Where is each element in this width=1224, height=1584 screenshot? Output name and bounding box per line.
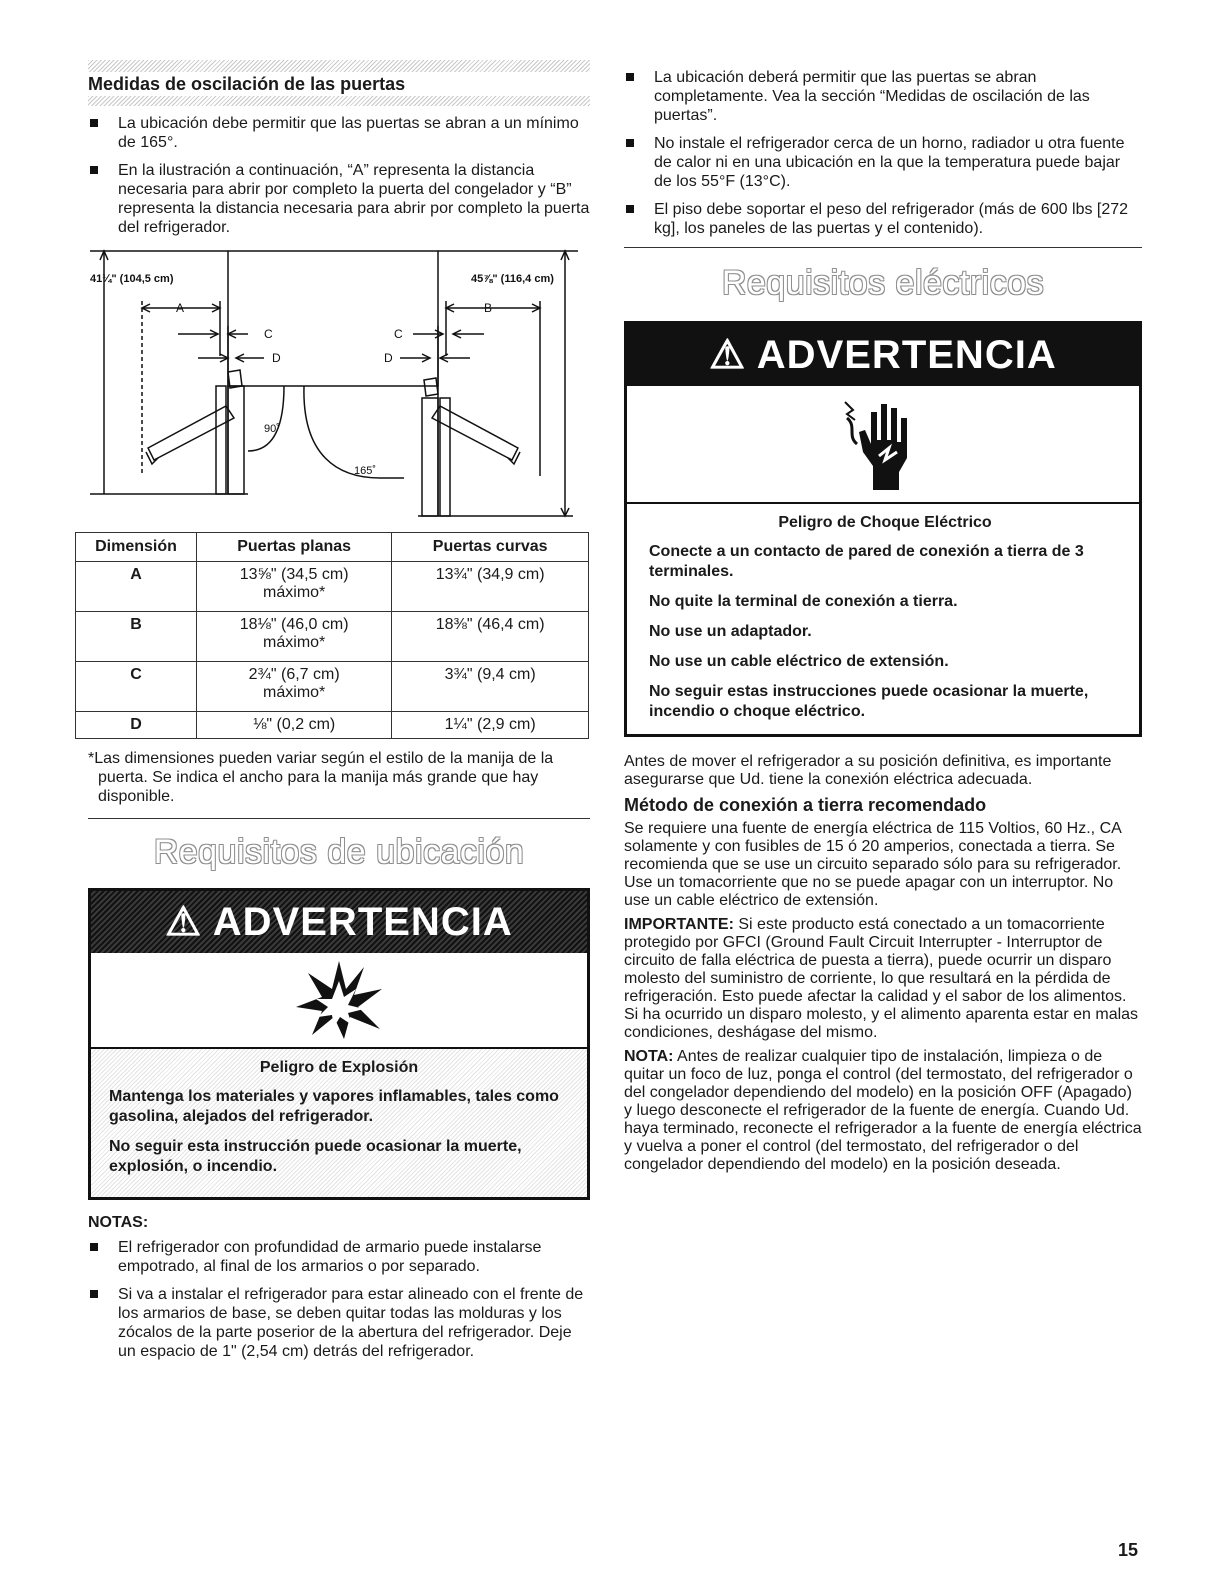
grounding-method-title: Método de conexión a tierra recomendado: [624, 795, 987, 815]
important-text: Si este producto está conectado a un tomacorriente protegido por GFCI (Ground Fault Circuit Interrupter - Interruptor de circuito de falla eléctrica de puesta a tierra), puede ocurrir un disparo molesto del suministro de corriente, lo que resultará en la pérdida de refrigeración. Esto puede afectar la calidad y el sabor de los alimentos. Si ha ocurrido un disparo molesto, y el alimento aparenta estar en malas condiciones, deshágase del mismo.: [624, 916, 1139, 1041]
page-number: 15: [1118, 1540, 1139, 1560]
notes-label: NOTAS:: [88, 1214, 149, 1231]
table-row: [76, 662, 589, 712]
flat-note: máximo*: [263, 584, 326, 601]
door-swing-diagram: [88, 246, 590, 526]
cell-dim: A: [76, 562, 197, 612]
location-title: Requisitos de ubicación: [153, 833, 525, 871]
warning-line: No seguir esta instrucción puede ocasionar la muerte, explosión, o incendio.: [109, 1138, 522, 1175]
label-a: A: [176, 301, 185, 315]
flat-note: máximo*: [263, 634, 326, 651]
explosion-warning: [88, 888, 590, 1200]
warning-body: [91, 1047, 587, 1197]
list-item: Si va a instalar el refrigerador para estar alineado con el frente de los armarios de base, se deben quitar todas las molduras y los zócalos de la parte poserior de la abertura del refrigerador. Deje un espacio de 1" (2,54 cm) detrás del refrigerador.: [88, 1285, 590, 1361]
warning-body: [627, 502, 1139, 734]
list-item: La ubicación deberá permitir que las puertas se abran completamente. Vea la sección “Medidas de oscilación de las puertas”.: [624, 68, 1142, 125]
electric-shock-icon: [843, 396, 923, 492]
cell-curved: 13¾" (34,9 cm): [392, 562, 589, 612]
cell-curved: 1¼" (2,9 cm): [392, 712, 589, 739]
table-row: [76, 612, 589, 662]
angle-165-label: 165˚: [354, 465, 377, 477]
footnote-line: *Las dimensiones pueden variar según el estilo de la manija de la: [88, 750, 554, 767]
warning-line: Mantenga los materiales y vapores inflamables, tales como gasolina, alejados del refrigerador.: [109, 1088, 559, 1125]
warning-header-text: ADVERTENCIA: [756, 333, 1057, 377]
electrical-title: Requisitos eléctricos: [721, 264, 1045, 302]
dimension-table: [75, 532, 589, 739]
swing-title: Medidas de oscilación de las puertas: [88, 74, 406, 94]
header-curved: Puertas curvas: [392, 533, 589, 562]
divider: [624, 247, 1142, 248]
label-b: B: [484, 301, 493, 315]
table-header-row: [76, 533, 589, 562]
footnote-line: disponible.: [98, 788, 175, 805]
cell-dim: C: [76, 662, 197, 712]
warning-icon-area: [91, 953, 587, 1047]
nota-text: Antes de realizar cualquier tipo de instalación, limpieza o de quitar un foco de luz, ponga el control (del termostato, del refrigerador o del congelador dependiendo del modelo) en la posición OFF (Apagado) y luego desconecte el refrigerador de la fuente de energía. Cuando Ud. haya terminado, reconecte el refrigerador a la fuente de energía eléctrica y vuelva a poner el control (del termostato, del refrigerador o del congelador dependiendo del modelo) en la posición deseada.: [624, 1048, 1142, 1173]
section-top-rule: [88, 60, 590, 72]
cell-flat: [197, 662, 392, 712]
right-width-label: 45⅞" (116,4 cm): [471, 273, 554, 285]
warning-line: No seguir estas instrucciones puede ocasionar la muerte, incendio o choque eléctrico.: [649, 683, 1089, 720]
list-item: El piso debe soportar el peso del refrigerador (más de 600 lbs [272 kg], los paneles de las puertas y el contenido).: [624, 200, 1142, 238]
table-footnote: [88, 749, 590, 806]
list-item: La ubicación debe permitir que las puertas se abran a un mínimo de 165°.: [88, 114, 590, 152]
warning-header: [91, 891, 587, 953]
left-column: [88, 60, 590, 1370]
warning-header-text: ADVERTENCIA: [212, 900, 513, 944]
left-width-label: 41¼" (104,5 cm): [90, 273, 174, 285]
cell-dim: B: [76, 612, 197, 662]
angle-90-label: 90˚: [264, 423, 280, 435]
cell-flat: [197, 562, 392, 612]
explosion-icon: [294, 959, 384, 1041]
label-c-left: C: [264, 327, 273, 341]
cell-curved: 18⅜" (46,4 cm): [392, 612, 589, 662]
important-label: IMPORTANTE:: [624, 916, 734, 933]
flat-value: 13⅝" (34,5 cm): [239, 566, 349, 583]
warning-line: Conecte a un contacto de pared de conexión a tierra de 3 terminales.: [649, 543, 1084, 580]
label-c-right: C: [394, 327, 403, 341]
cell-flat: ⅛" (0,2 cm): [197, 712, 392, 739]
list-item: El refrigerador con profundidad de armario puede instalarse empotrado, al final de los armarios o por separado.: [88, 1238, 590, 1276]
nota-label: NOTA:: [624, 1048, 674, 1065]
cell-dim: D: [76, 712, 197, 739]
footnote-line: puerta. Se indica el ancho para la manija más grande que hay: [98, 769, 539, 786]
table-row: [76, 712, 589, 739]
warning-triangle-icon: ⚠: [709, 333, 747, 377]
divider: [88, 818, 590, 819]
header-flat: Puertas planas: [197, 533, 392, 562]
cell-curved: 3¾" (9,4 cm): [392, 662, 589, 712]
warning-line: No quite la terminal de conexión a tierra.: [649, 593, 958, 610]
notes-list: [88, 1238, 590, 1361]
warning-line: No use un adaptador.: [649, 623, 812, 640]
electrical-intro: Antes de mover el refrigerador a su posición definitiva, es importante asegurarse que Ud. tiene la conexión eléctrica adecuada.: [624, 753, 1112, 788]
list-item: No instale el refrigerador cerca de un horno, radiador u otra fuente de calor ni en una ubicación en la que la temperatura puede bajar de los 55°F (13°C).: [624, 134, 1142, 191]
header-dimension: Dimensión: [76, 533, 197, 562]
list-item: En la ilustración a continuación, “A” representa la distancia necesaria para abrir por completo la puerta del congelador y “B” representa la distancia necesaria para abrir por completo la puerta del refrigerador.: [88, 161, 590, 237]
shock-warning: [624, 321, 1142, 737]
location-bullets: [624, 68, 1142, 238]
warning-icon-area: [627, 386, 1139, 502]
flat-value: 2¾" (6,7 cm): [248, 666, 340, 683]
nota-note: [624, 1048, 1142, 1174]
label-d-left: D: [272, 351, 281, 365]
warning-triangle-icon: ⚠: [165, 900, 203, 944]
flat-value: 18⅛" (46,0 cm): [239, 616, 349, 633]
important-note: [624, 916, 1142, 1042]
section-bottom-rule: [88, 96, 590, 106]
table-row: [76, 562, 589, 612]
warning-subtitle: Peligro de Explosión: [259, 1059, 419, 1076]
cell-flat: [197, 612, 392, 662]
grounding-method-text: Se requiere una fuente de energía eléctrica de 115 Voltios, 60 Hz., CA solamente y con fusibles de 15 ó 20 amperios, conectada a tierra. Se recomienda que se use un circuito separado sólo para su refrigerador. Use un tomacorriente que no se puede apagar con un interruptor. No use un cable eléctrico de extensión.: [624, 820, 1122, 909]
warning-subtitle: Peligro de Choque Eléctrico: [778, 514, 992, 531]
label-d-right: D: [384, 351, 393, 365]
flat-note: máximo*: [263, 684, 326, 701]
warning-header: [627, 324, 1139, 386]
warning-line: No use un cable eléctrico de extensión.: [649, 653, 949, 670]
right-column: [624, 68, 1142, 1180]
swing-bullets: [88, 114, 590, 237]
